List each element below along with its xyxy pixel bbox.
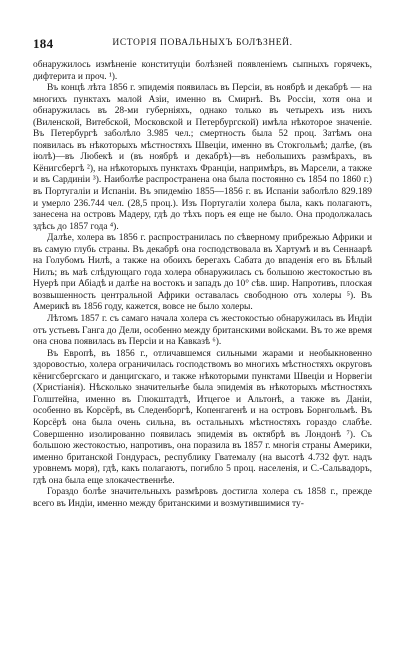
paragraph: Гораздо болѣе значительныхъ размѣровъ достигла холера съ 1858 г., прежде всего въ Индіи, именно между британскими и возмутившимися ту- (33, 487, 372, 509)
page-header (33, 36, 372, 50)
running-title: ИСТОРІЯ ПОВАЛЬНЫХЪ БОЛѢЗНЕЙ. (112, 38, 293, 48)
paragraph: обнаружилось измѣненіе конституціи болѣзней появленіемъ сыпныхъ горячекъ, дифтерита и проч. ¹). (33, 60, 372, 82)
paragraph: Далѣе, холера въ 1856 г. распространилась по сѣверному прибрежью Африки и въ самую глубь страны. Въ декабрѣ она господствовала въ Хартумѣ и въ Сеннаарѣ на Голубомъ Нилѣ, а также на обоихъ берегахъ Сабата до впаденія его въ Бѣлый Нилъ; въ маѣ слѣдующаго года холера обнаружилась съ большою жестокостью въ Нуерѣ при Абіадѣ и далѣе на востокъ и западъ до 10° сѣв. шир. Напротивъ, плоская возвышенность центральной Африки оставалась свободною отъ холеры ⁵). Въ Америкѣ въ 1856 году, кажется, вовсе не было холеры. (33, 233, 372, 313)
body-text (33, 60, 372, 510)
paragraph: Въ концѣ лѣта 1856 г. эпидемія появилась въ Персіи, въ ноябрѣ и декабрѣ — на многихъ пунктахъ малой Азіи, именно въ Смирнѣ. Въ Россіи, хотя она и обнаружилась въ 28-ми губерніяхъ, однако только въ четырехъ изъ нихъ (Виленской, Витебской, Московской и Петербургской) имѣла нѣкоторое значеніе. Въ Петербургѣ заболѣло 3.985 чел.; смертность была 52 проц. Затѣмъ она появилась въ нѣкоторыхъ мѣстностяхъ Швеціи, именно въ Стокгольмѣ; далѣе, (въ іюлѣ)—въ Любекѣ и (въ ноябрѣ и декабрѣ)—въ небольшихъ размѣрахъ, въ Кёнигсбергѣ ²), на нѣкоторыхъ пунктахъ Франціи, напримѣръ, въ Марсели, а также и въ Сардиніи ³). Наиболѣе распространена она была постоянно съ 1854 по 1860 г.) въ Португаліи и Испаніи. Въ эпидемію 1855—1856 г. въ Испаніи заболѣло 829.189 и умерло 236.744 чел. (28,5 проц.). Изъ Португаліи холера была, какъ полагаютъ, занесена на островъ Мадеру, гдѣ до тѣхъ поръ ея еще не было. Она продолжалась здѣсь до 1857 года ⁴). (33, 83, 372, 232)
page-number: 184 (33, 36, 54, 51)
paragraph: Въ Европѣ, въ 1856 г., отличавшемся сильными жарами и необыкновенно здоровостью, холера ограничилась господствомъ во многихъ мѣстностяхъ округовъ кёнигсбергскаго и данцигскаго, и также нѣкоторыми пунктами Швеціи и Норвегіи (Христіанія). Нѣсколько значительнѣе была эпидемія въ нѣкоторыхъ мѣстностяхъ Голштейна, именно въ Глюкштадтѣ, Итцегое и Альтонѣ, а также въ Даніи, особенно въ Корсёрѣ, въ Следенборгѣ, Копенгагенѣ и на островъ Борнгольмѣ. Въ Корсёрѣ она была очень сильна, въ остальныхъ мѣстностяхъ гораздо слабѣе. Совершенно изолированно появилась эпидемія въ октябрѣ въ Лондонѣ ⁷). Съ большою жестокостью, напротивъ, она поразила въ 1857 г. многія страны Америки, именно британской Гондурасъ, республику Гватемалу (на высотѣ 4.732 фут. надъ уровнемъ моря), гдѣ, какъ полагаютъ, погибло 5 проц. населенія, и С.-Сальвадоръ, гдѣ она была еще злокачественнѣе. (33, 348, 372, 486)
paragraph: Лѣтомъ 1857 г. съ самаго начала холера съ жестокостью обнаружилась въ Индіи отъ устьевъ Ганга до Дели, особенно между британскими войсками. Въ то же время она снова появилась въ Персіи и на Кавказѣ ⁶). (33, 314, 372, 348)
